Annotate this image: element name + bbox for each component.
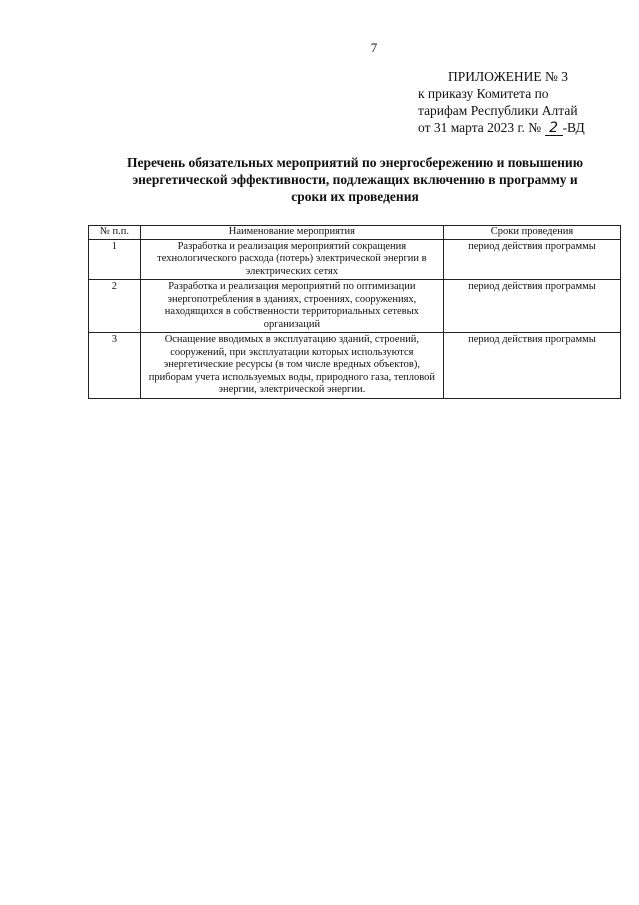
table-header-row bbox=[89, 226, 621, 240]
document-title bbox=[90, 154, 620, 205]
table-row bbox=[89, 333, 621, 399]
row-term: период действия программы bbox=[443, 239, 620, 280]
table-row bbox=[89, 239, 621, 280]
document-title-line-3: сроки их проведения bbox=[291, 189, 419, 204]
order-date-text: от 31 марта 2023 г. № bbox=[418, 120, 542, 135]
appendix-line-1: к приказу Комитета по bbox=[418, 86, 549, 101]
row-num: 2 bbox=[89, 280, 141, 333]
row-num: 3 bbox=[89, 333, 141, 399]
header-name: Наименование мероприятия bbox=[140, 226, 443, 240]
row-term: период действия программы bbox=[443, 280, 620, 333]
order-suffix: -ВД bbox=[562, 120, 585, 135]
row-name: Разработка и реализация мероприятий по оптимизации энергопотребления в зданиях, строениях, сооружениях, находящихся в собственности территориальных сетевых организаций bbox=[140, 280, 443, 333]
table-row bbox=[89, 280, 621, 333]
row-num: 1 bbox=[89, 239, 141, 280]
header-term: Сроки проведения bbox=[443, 226, 620, 240]
row-name: Оснащение вводимых в эксплуатацию зданий, строений, сооружений, при эксплуатации которых используются энергетические ресурсы (в том числе вредных объектов), приборам учета используемых воды, природного газа, тепловой энергии, электрической энергии. bbox=[140, 333, 443, 399]
appendix-block bbox=[418, 68, 618, 136]
row-name: Разработка и реализация мероприятий сокращения технологического расхода (потерь) электрической энергии в электрических сетях bbox=[140, 239, 443, 280]
document-title-line-1: Перечень обязательных мероприятий по энергосбережению и повышению bbox=[126, 155, 584, 170]
header-num: № п.п. bbox=[89, 226, 141, 240]
row-term: период действия программы bbox=[443, 333, 620, 399]
page-number: 7 bbox=[370, 40, 378, 55]
appendix-line-2: тарифам Республики Алтай bbox=[418, 103, 578, 118]
appendix-title: ПРИЛОЖЕНИЕ № 3 bbox=[448, 69, 569, 84]
order-number-handwritten: 2 bbox=[545, 122, 563, 136]
document-title-line-2: энергетической эффективности, подлежащих включению в программу и bbox=[132, 172, 578, 187]
measures-table bbox=[88, 225, 621, 399]
appendix-line-3 bbox=[418, 119, 618, 136]
